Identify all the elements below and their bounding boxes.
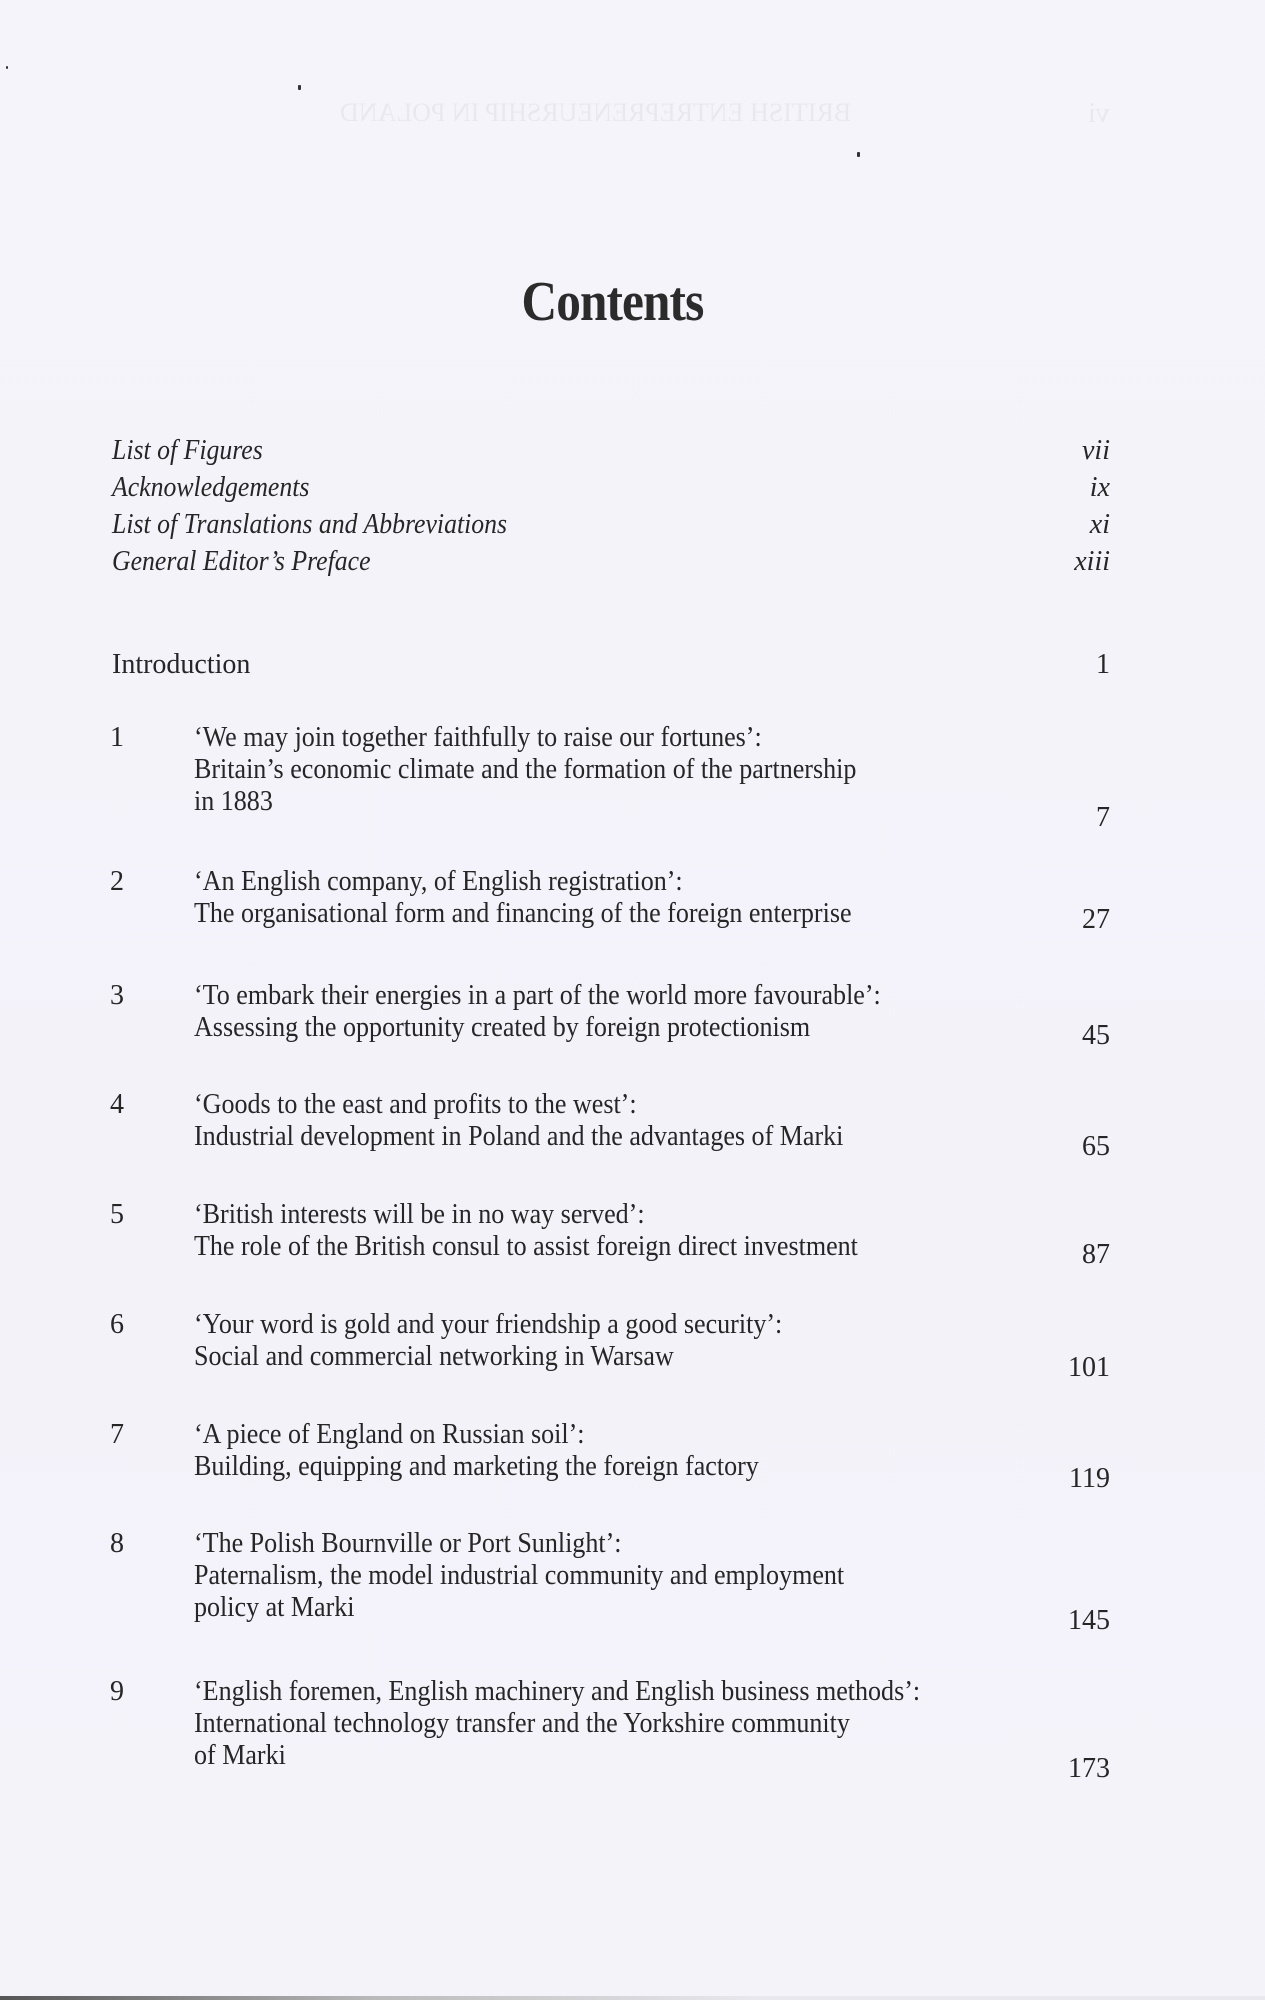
dust-speck (6, 66, 8, 69)
chapter-title-line: ‘The Polish Bournville or Port Sunlight’: (194, 1528, 622, 1559)
chapter-number: 5 (110, 1199, 124, 1230)
chapter-title-line: policy at Marki (194, 1592, 355, 1623)
chapter-number: 9 (110, 1676, 124, 1707)
chapter-title-line: The organisational form and financing of the foreign enterprise (194, 898, 852, 929)
chapter-title-line: Social and commercial networking in Warsaw (194, 1341, 674, 1372)
chapter-title-line: Building, equipping and marketing the foreign factory (194, 1451, 759, 1482)
chapter-number: 1 (110, 722, 124, 753)
dust-speck (857, 152, 860, 157)
chapter-title (194, 1528, 1024, 1624)
front-matter-list (112, 432, 1110, 580)
chapter-title (194, 1089, 1024, 1153)
toc-entry-label: General Editor’s Preface (112, 546, 371, 577)
show-through-folio: vi (1088, 98, 1110, 129)
dust-speck (298, 85, 301, 90)
toc-entry-label: Introduction (112, 649, 251, 680)
chapter-title (194, 1309, 1024, 1373)
toc-chapter-2[interactable] (110, 866, 1110, 935)
chapter-title-line: International technology transfer and the Yorkshire community (194, 1708, 850, 1739)
toc-chapter-7[interactable] (110, 1419, 1110, 1494)
chapter-page: 27 (1082, 904, 1110, 935)
chapter-title-line: ‘Your word is gold and your friendship a good security’: (194, 1309, 783, 1340)
toc-entry-label: List of Figures (112, 435, 263, 466)
show-through-header: BRITISH ENTREPRENEURSHIP IN POLAND (340, 98, 852, 127)
chapter-title-line: ‘We may join together faithfully to raise our fortunes’: (194, 722, 762, 753)
toc-entry-list-of-figures[interactable] (112, 432, 1110, 469)
toc-entry-introduction[interactable] (112, 649, 1110, 681)
toc-entry-page: 1 (1096, 649, 1110, 680)
chapter-title-line: ‘Goods to the east and profits to the west’: (194, 1089, 637, 1120)
chapter-title-line: Britain’s economic climate and the formation of the partnership (194, 754, 857, 785)
toc-chapter-6[interactable] (110, 1309, 1110, 1383)
toc-chapter-5[interactable] (110, 1199, 1110, 1270)
chapter-page: 101 (1068, 1352, 1110, 1383)
toc-entry-page: xi (1089, 509, 1110, 540)
chapter-title (194, 1676, 1024, 1772)
chapter-page: 145 (1068, 1605, 1110, 1636)
toc-chapter-3[interactable] (110, 980, 1110, 1051)
toc-entry-acknowledgements[interactable] (112, 469, 1110, 506)
chapter-title-line: in 1883 (194, 786, 273, 817)
toc-entry-general-editors-preface[interactable] (112, 543, 1110, 580)
chapter-number: 6 (110, 1309, 124, 1340)
chapter-page: 173 (1068, 1753, 1110, 1784)
toc-chapter-8[interactable] (110, 1528, 1110, 1636)
toc-chapter-1[interactable] (110, 722, 1110, 833)
chapter-title (194, 1199, 1024, 1263)
toc-entry-page: ix (1089, 472, 1110, 503)
page-bottom-edge (0, 1996, 1265, 2000)
chapter-page: 65 (1082, 1131, 1110, 1162)
page-title: Contents (521, 270, 704, 333)
chapter-number: 3 (110, 980, 124, 1011)
chapter-title-line: Assessing the opportunity created by foreign protectionism (194, 1012, 811, 1043)
chapter-number: 8 (110, 1528, 124, 1559)
chapter-title (194, 1419, 1024, 1483)
chapter-title-line: The role of the British consul to assist foreign direct investment (194, 1231, 858, 1262)
chapter-title-line: Paternalism, the model industrial community and employment (194, 1560, 845, 1591)
chapter-title (194, 722, 1024, 818)
chapter-title-line: ‘An English company, of English registration’: (194, 866, 683, 897)
chapter-title (194, 866, 1024, 930)
toc-entry-page: vii (1082, 435, 1110, 466)
toc-entry-label: List of Translations and Abbreviations (112, 509, 508, 540)
chapter-page: 7 (1096, 802, 1110, 833)
chapter-title-line: ‘English foremen, English machinery and English business methods’: (194, 1676, 921, 1707)
chapter-title-line: ‘British interests will be in no way served’: (194, 1199, 645, 1230)
chapter-page: 119 (1069, 1463, 1110, 1494)
chapter-title-line: Industrial development in Poland and the advantages of Marki (194, 1121, 844, 1152)
chapter-page: 45 (1082, 1020, 1110, 1051)
chapter-title-line: ‘To embark their energies in a part of the world more favourable’: (194, 980, 881, 1011)
toc-chapter-9[interactable] (110, 1676, 1110, 1784)
chapter-title-line: ‘A piece of England on Russian soil’: (194, 1419, 585, 1450)
chapter-number: 7 (110, 1419, 124, 1450)
chapter-number: 2 (110, 866, 124, 897)
toc-entry-translations-abbreviations[interactable] (112, 506, 1110, 543)
toc-entry-page: xiii (1074, 546, 1110, 577)
chapter-title (194, 980, 1024, 1044)
chapter-page: 87 (1082, 1239, 1110, 1270)
chapter-number: 4 (110, 1089, 124, 1120)
chapter-title-line: of Marki (194, 1740, 286, 1771)
toc-chapter-4[interactable] (110, 1089, 1110, 1162)
toc-entry-label: Acknowledgements (112, 472, 310, 503)
